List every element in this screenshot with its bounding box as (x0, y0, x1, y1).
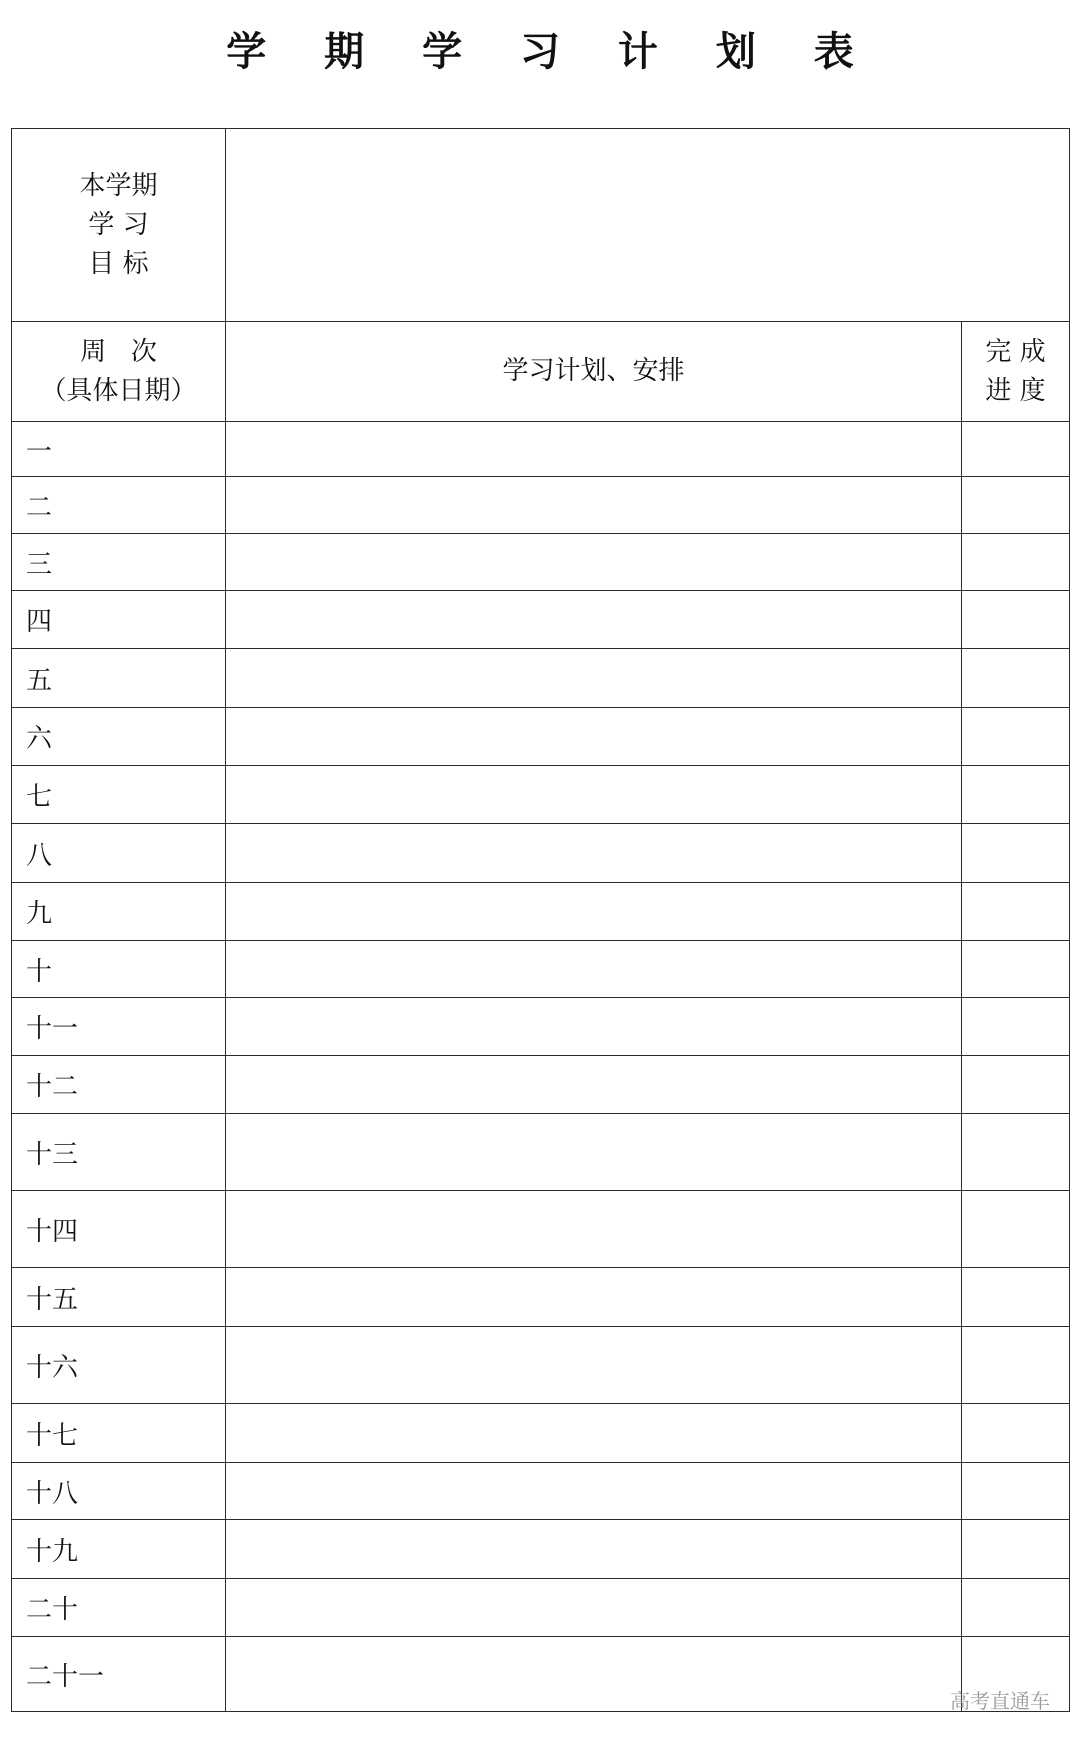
week-plan-cell[interactable] (226, 766, 962, 824)
week-label-cell: 八 (12, 824, 226, 883)
week-progress-cell[interactable] (962, 649, 1070, 708)
week-progress-cell[interactable] (962, 477, 1070, 534)
week-plan-cell[interactable] (226, 883, 962, 941)
goal-label-cell (12, 129, 226, 322)
week-progress-cell[interactable] (962, 1056, 1070, 1114)
week-plan-cell[interactable] (226, 1463, 962, 1520)
week-plan-cell[interactable] (226, 824, 962, 883)
week-row (12, 1327, 1070, 1404)
week-header-line: 周 次 (80, 336, 157, 367)
week-plan-cell[interactable] (226, 941, 962, 998)
week-plan-cell[interactable] (226, 422, 962, 477)
week-row (12, 1191, 1070, 1268)
progress-header-line: 进 度 (985, 375, 1046, 406)
week-progress-cell[interactable] (962, 1404, 1070, 1463)
week-progress-cell[interactable] (962, 1463, 1070, 1520)
week-label-cell: 十 (12, 941, 226, 998)
goal-row (12, 129, 1070, 322)
plan-header-cell: 学习计划、安排 (226, 322, 962, 422)
week-label-cell: 三 (12, 534, 226, 591)
week-row (12, 591, 1070, 649)
week-row (12, 1637, 1070, 1712)
week-label-cell: 十八 (12, 1463, 226, 1520)
week-progress-cell[interactable] (962, 941, 1070, 998)
goal-input-cell[interactable] (226, 129, 1070, 322)
study-plan-table (11, 128, 1070, 1712)
week-row (12, 422, 1070, 477)
week-row (12, 1579, 1070, 1637)
week-plan-cell[interactable] (226, 1268, 962, 1327)
week-label-cell: 一 (12, 422, 226, 477)
week-progress-cell[interactable] (962, 998, 1070, 1056)
week-plan-cell[interactable] (226, 534, 962, 591)
week-progress-cell[interactable] (962, 766, 1070, 824)
week-progress-cell[interactable] (962, 824, 1070, 883)
week-plan-cell[interactable] (226, 1520, 962, 1579)
week-row (12, 883, 1070, 941)
goal-label-line: 学 习 (88, 209, 149, 240)
week-plan-cell[interactable] (226, 1056, 962, 1114)
week-label-cell: 十九 (12, 1520, 226, 1579)
week-plan-cell[interactable] (226, 1114, 962, 1191)
week-label-cell: 七 (12, 766, 226, 824)
week-row (12, 477, 1070, 534)
goal-label-line: 本学期 (79, 170, 158, 201)
week-progress-cell[interactable] (962, 1191, 1070, 1268)
week-label-cell: 四 (12, 591, 226, 649)
week-label-cell: 十四 (12, 1191, 226, 1268)
week-label-cell: 五 (12, 649, 226, 708)
week-row (12, 1268, 1070, 1327)
week-row (12, 766, 1070, 824)
week-row (12, 1463, 1070, 1520)
week-plan-cell[interactable] (226, 649, 962, 708)
week-label-cell: 二十 (12, 1579, 226, 1637)
goal-label-line: 目 标 (88, 248, 149, 279)
week-plan-cell[interactable] (226, 1637, 962, 1712)
week-plan-cell[interactable] (226, 1327, 962, 1404)
week-label-cell: 十二 (12, 1056, 226, 1114)
week-row (12, 1404, 1070, 1463)
week-progress-cell[interactable] (962, 1579, 1070, 1637)
week-header-cell (12, 322, 226, 422)
week-label-cell: 二十一 (12, 1637, 226, 1712)
week-progress-cell[interactable] (962, 1327, 1070, 1404)
week-row (12, 824, 1070, 883)
week-plan-cell[interactable] (226, 591, 962, 649)
week-progress-cell[interactable] (962, 708, 1070, 766)
week-progress-cell[interactable] (962, 1268, 1070, 1327)
watermark: 高考直通车 (950, 1689, 1050, 1713)
week-label-cell: 二 (12, 477, 226, 534)
week-row (12, 1114, 1070, 1191)
week-progress-cell[interactable] (962, 422, 1070, 477)
week-row (12, 708, 1070, 766)
week-row (12, 1520, 1070, 1579)
week-label-cell: 六 (12, 708, 226, 766)
week-progress-cell[interactable] (962, 534, 1070, 591)
week-label-cell: 十三 (12, 1114, 226, 1191)
week-row (12, 534, 1070, 591)
week-row (12, 649, 1070, 708)
week-progress-cell[interactable] (962, 591, 1070, 649)
page-title: 学 期 学 习 计 划 表 (226, 28, 876, 75)
progress-header-cell (962, 322, 1070, 422)
week-label-cell: 九 (12, 883, 226, 941)
week-header-line: （具体日期） (40, 375, 197, 406)
week-plan-cell[interactable] (226, 1579, 962, 1637)
week-progress-cell[interactable] (962, 1520, 1070, 1579)
week-plan-cell[interactable] (226, 1191, 962, 1268)
week-plan-cell[interactable] (226, 1404, 962, 1463)
week-row (12, 998, 1070, 1056)
header-row (12, 322, 1070, 422)
week-plan-cell[interactable] (226, 708, 962, 766)
week-row (12, 941, 1070, 998)
week-label-cell: 十五 (12, 1268, 226, 1327)
week-label-cell: 十一 (12, 998, 226, 1056)
progress-header-line: 完 成 (985, 336, 1046, 367)
week-label-cell: 十六 (12, 1327, 226, 1404)
week-plan-cell[interactable] (226, 998, 962, 1056)
week-label-cell: 十七 (12, 1404, 226, 1463)
week-row (12, 1056, 1070, 1114)
week-progress-cell[interactable] (962, 883, 1070, 941)
week-progress-cell[interactable] (962, 1114, 1070, 1191)
week-plan-cell[interactable] (226, 477, 962, 534)
